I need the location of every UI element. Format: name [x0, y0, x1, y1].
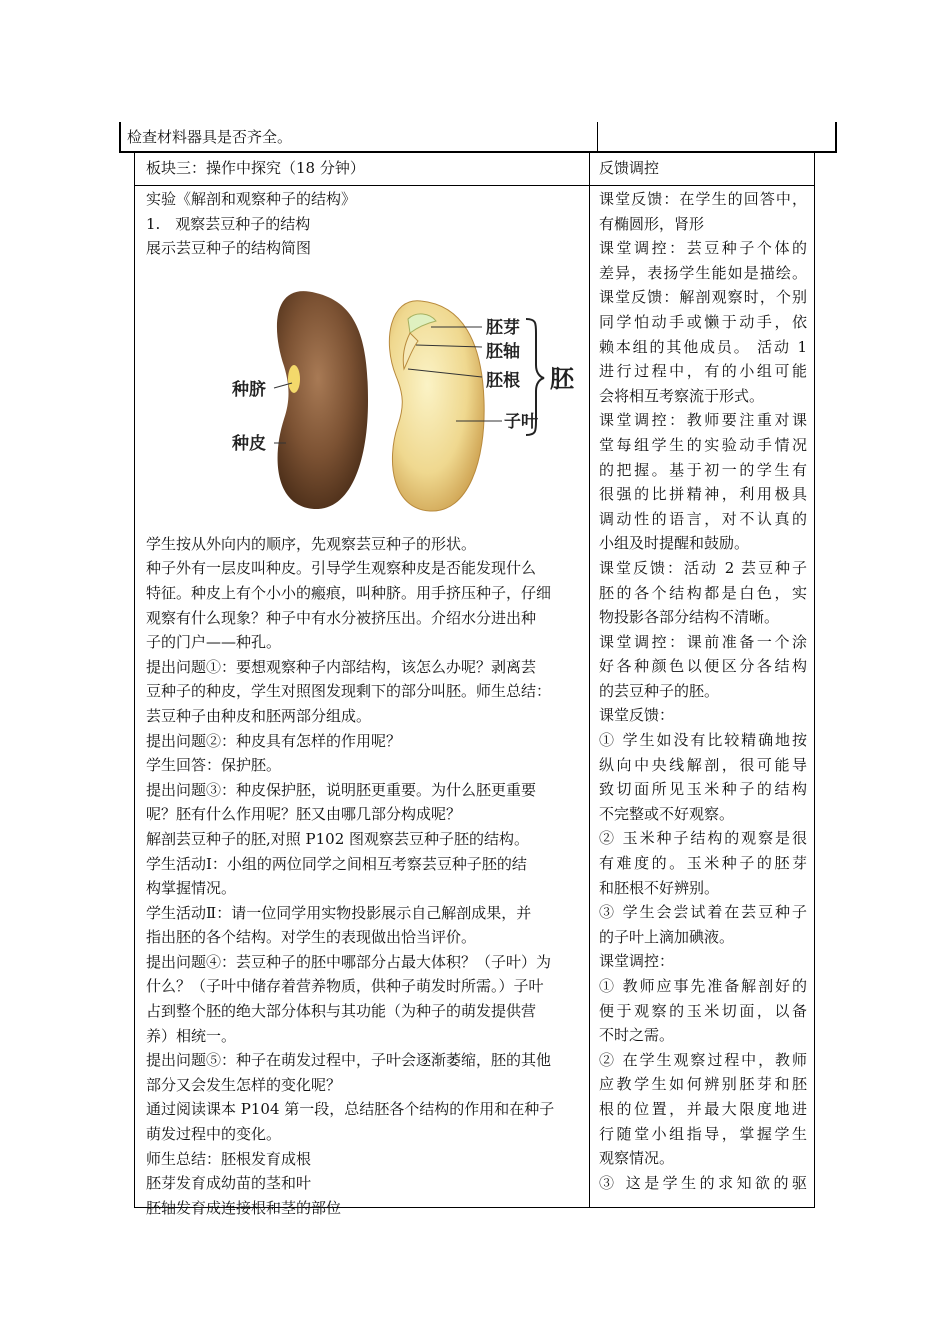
procedure-line: 提出问题②：种皮具有怎样的作用呢？ [146, 731, 402, 750]
hilum-mark [288, 365, 300, 393]
feedback-line: 的把握。基于初一的学生有 [599, 460, 807, 479]
feedback-line: ② 在学生观察过程中，教师 [599, 1050, 807, 1069]
procedure-line: 豆种子的种皮，学生对照图发现剩下的部分叫胚。师生总结： [146, 682, 552, 701]
seed-coat-label: 种皮 [232, 433, 266, 454]
procedure-line: 芸豆种子由种皮和胚两部分组成。 [146, 706, 372, 725]
procedure-line: 学生按从外向内的顺序，先观察芸豆种子的形状。 [146, 534, 477, 553]
feedback-line: 课堂反馈：解剖观察时，个别 [599, 288, 807, 307]
feedback-line: 有椭圆形，肾形 [599, 214, 705, 233]
procedure-line: 学生回答：保护胚。 [146, 756, 282, 775]
procedure-line: 指出胚的各个结构。对学生的表现做出恰当评价。 [146, 928, 477, 947]
procedure-line: 胚芽发育成幼苗的茎和叶 [146, 1174, 312, 1193]
feedback-line: 调动性的语言，对不认真的 [599, 509, 807, 528]
feedback-line: 根的位置，并最大限度地进 [599, 1099, 807, 1118]
kidney-bean-diagram [146, 261, 580, 532]
feedback-line: 课堂调控： [599, 952, 675, 971]
top-row-left-cell: 检查材料器具是否齐全。 [127, 128, 293, 146]
hilum-label: 种脐 [232, 379, 266, 400]
feedback-line: 堂每组学生的实验动手情况 [599, 435, 807, 454]
procedure-text [146, 532, 580, 1221]
feedback-line: 课堂调控：课前准备一个涂 [599, 632, 807, 651]
plumule-label: 胚芽 [486, 317, 520, 338]
feedback-line: 观察情况。 [599, 1149, 675, 1168]
feedback-line: 课堂反馈：在学生的回答中， [599, 190, 807, 208]
feedback-column [599, 187, 807, 1195]
feedback-line: 赖本组的其他成员。 活动 1 [599, 337, 807, 356]
column-divider [597, 122, 598, 151]
feedback-line: 不时之需。 [599, 1026, 675, 1045]
top-row-table [119, 122, 837, 153]
feedback-line: 的子叶上滴加碘液。 [599, 927, 735, 946]
procedure-line: 构掌握情况。 [146, 879, 237, 898]
procedure-line: 提出问题①：要想观察种子内部结构，该怎么办呢？剥离芸 [146, 657, 537, 676]
feedback-line: 课堂调控：教师要注重对课 [599, 411, 807, 430]
feedback-line: 差异，表扬学生能如是描绘。 [599, 263, 807, 282]
feedback-line: 应教学生如何辨别胚芽和胚 [599, 1075, 807, 1094]
cotyledon-label: 子叶 [504, 411, 538, 432]
procedure-line: 萌发过程中的变化。 [146, 1125, 282, 1144]
procedure-column [146, 187, 580, 1220]
lesson-table [134, 151, 815, 1217]
feedback-header: 反馈调控 [599, 159, 660, 177]
feedback-line: 致切面所见玉米种子的结构 [599, 780, 807, 799]
feedback-line: 便于观察的玉米切面，以备 [599, 1001, 807, 1020]
procedure-line: 学生活动Ⅱ：请一位同学用实物投影展示自己解剖成果，并 [146, 903, 532, 922]
procedure-line: 特征。种皮上有个小小的瘢痕，叫种脐。用手挤压种子，仔细 [146, 583, 552, 602]
feedback-line: 和胚根不好辨别。 [599, 878, 720, 897]
procedure-line: 通过阅读课本 P104 第一段，总结胚各个结构的作用和在种子 [146, 1100, 555, 1119]
feedback-line: 进行过程中，有的小组可能 [599, 362, 807, 381]
procedure-line: 提出问题③：种皮保护胚，说明胚更重要。为什么胚更重要 [146, 780, 537, 799]
header-divider [135, 185, 814, 186]
feedback-line: 会将相互考察流于形式。 [599, 386, 765, 405]
radicle-label: 胚根 [486, 370, 520, 391]
intro-line: 实验《解剖和观察种子的结构》 [146, 190, 357, 208]
feedback-line: ① 教师应事先准备解剖好的 [599, 977, 807, 995]
feedback-line: 课堂反馈：活动 2 芸豆种子 [599, 558, 807, 577]
feedback-line: 课堂反馈： [599, 706, 675, 725]
feedback-line: 物投影各部分结构不清晰。 [599, 608, 780, 627]
procedure-line: 提出问题⑤：种子在萌发过程中，子叶会逐渐萎缩，胚的其他 [146, 1051, 552, 1070]
seed-coat-shape [277, 291, 368, 509]
procedure-line: 养）相统一。 [146, 1026, 237, 1045]
embryo-shape [389, 301, 484, 511]
feedback-line: 行随堂小组指导，掌握学生 [599, 1124, 807, 1143]
feedback-line: 好各种颜色以便区分各结构 [599, 657, 807, 676]
procedure-line: 解剖芸豆种子的胚,对照 P102 图观察芸豆种子胚的结构。 [146, 829, 530, 848]
feedback-line: 有难度的。玉米种子的胚芽 [599, 854, 807, 873]
feedback-line: 很强的比拼精神，利用极具 [599, 485, 807, 504]
procedure-line: 种子外有一层皮叫种皮。引导学生观察种皮是否能发现什么 [146, 559, 537, 578]
procedure-line: 部分又会发生怎样的变化呢？ [146, 1075, 342, 1094]
procedure-line: 什么？（子叶中储存着营养物质，供种子萌发时所需。）子叶 [146, 977, 544, 996]
procedure-line: 师生总结：胚根发育成根 [146, 1149, 312, 1168]
procedure-line: 呢？胚有什么作用呢？胚又由哪几部分构成呢？ [146, 805, 462, 824]
column-divider [589, 152, 590, 1207]
procedure-line: 观察有什么现象？种子中有水分被挤压出。介绍水分进出种 [146, 608, 537, 627]
feedback-line: 课堂调控：芸豆种子个体的 [599, 239, 807, 258]
intro-line: 1. 观察芸豆种子的结构 [146, 214, 311, 233]
procedure-line: 提出问题④：芸豆种子的胚中哪部分占最大体积？（子叶）为 [146, 952, 552, 971]
feedback-line: 同学怕动手或懒于动手，依 [599, 312, 807, 331]
section-header: 板块三：操作中探究（18 分钟） [146, 159, 365, 177]
feedback-line: ① 学生如没有比较精确地按 [599, 731, 807, 750]
feedback-line: ② 玉米种子结构的观察是很 [599, 829, 807, 848]
procedure-line: 子的门户——种孔。 [146, 633, 282, 652]
procedure-line: 胚轴发育成连接根和茎的部位 [146, 1198, 342, 1217]
embryo-label: 胚 [550, 364, 574, 393]
procedure-line: 占到整个胚的绝大部分体积与其功能（为种子的萌发提供营 [146, 1002, 537, 1021]
feedback-line: ③ 这是学生的求知欲的驱 [599, 1173, 807, 1192]
seed-structure-figure [146, 261, 580, 532]
feedback-line: 小组及时提醒和鼓励。 [599, 534, 750, 553]
feedback-line: 不完整或不好观察。 [599, 804, 735, 823]
procedure-line: 学生活动Ⅰ：小组的两位同学之间相互考察芸豆种子胚的结 [146, 854, 527, 873]
intro-line: 展示芸豆种子的结构简图 [146, 239, 312, 258]
feedback-line: ③ 学生会尝试着在芸豆种子 [599, 903, 807, 922]
intro-lines [146, 187, 580, 261]
feedback-line: 纵向中央线解剖，很可能导 [599, 755, 807, 774]
feedback-line: 的芸豆种子的胚。 [599, 681, 720, 700]
feedback-line: 胚的各个结构都是白色，实 [599, 583, 807, 602]
hypocotyl-label: 胚轴 [486, 341, 520, 362]
